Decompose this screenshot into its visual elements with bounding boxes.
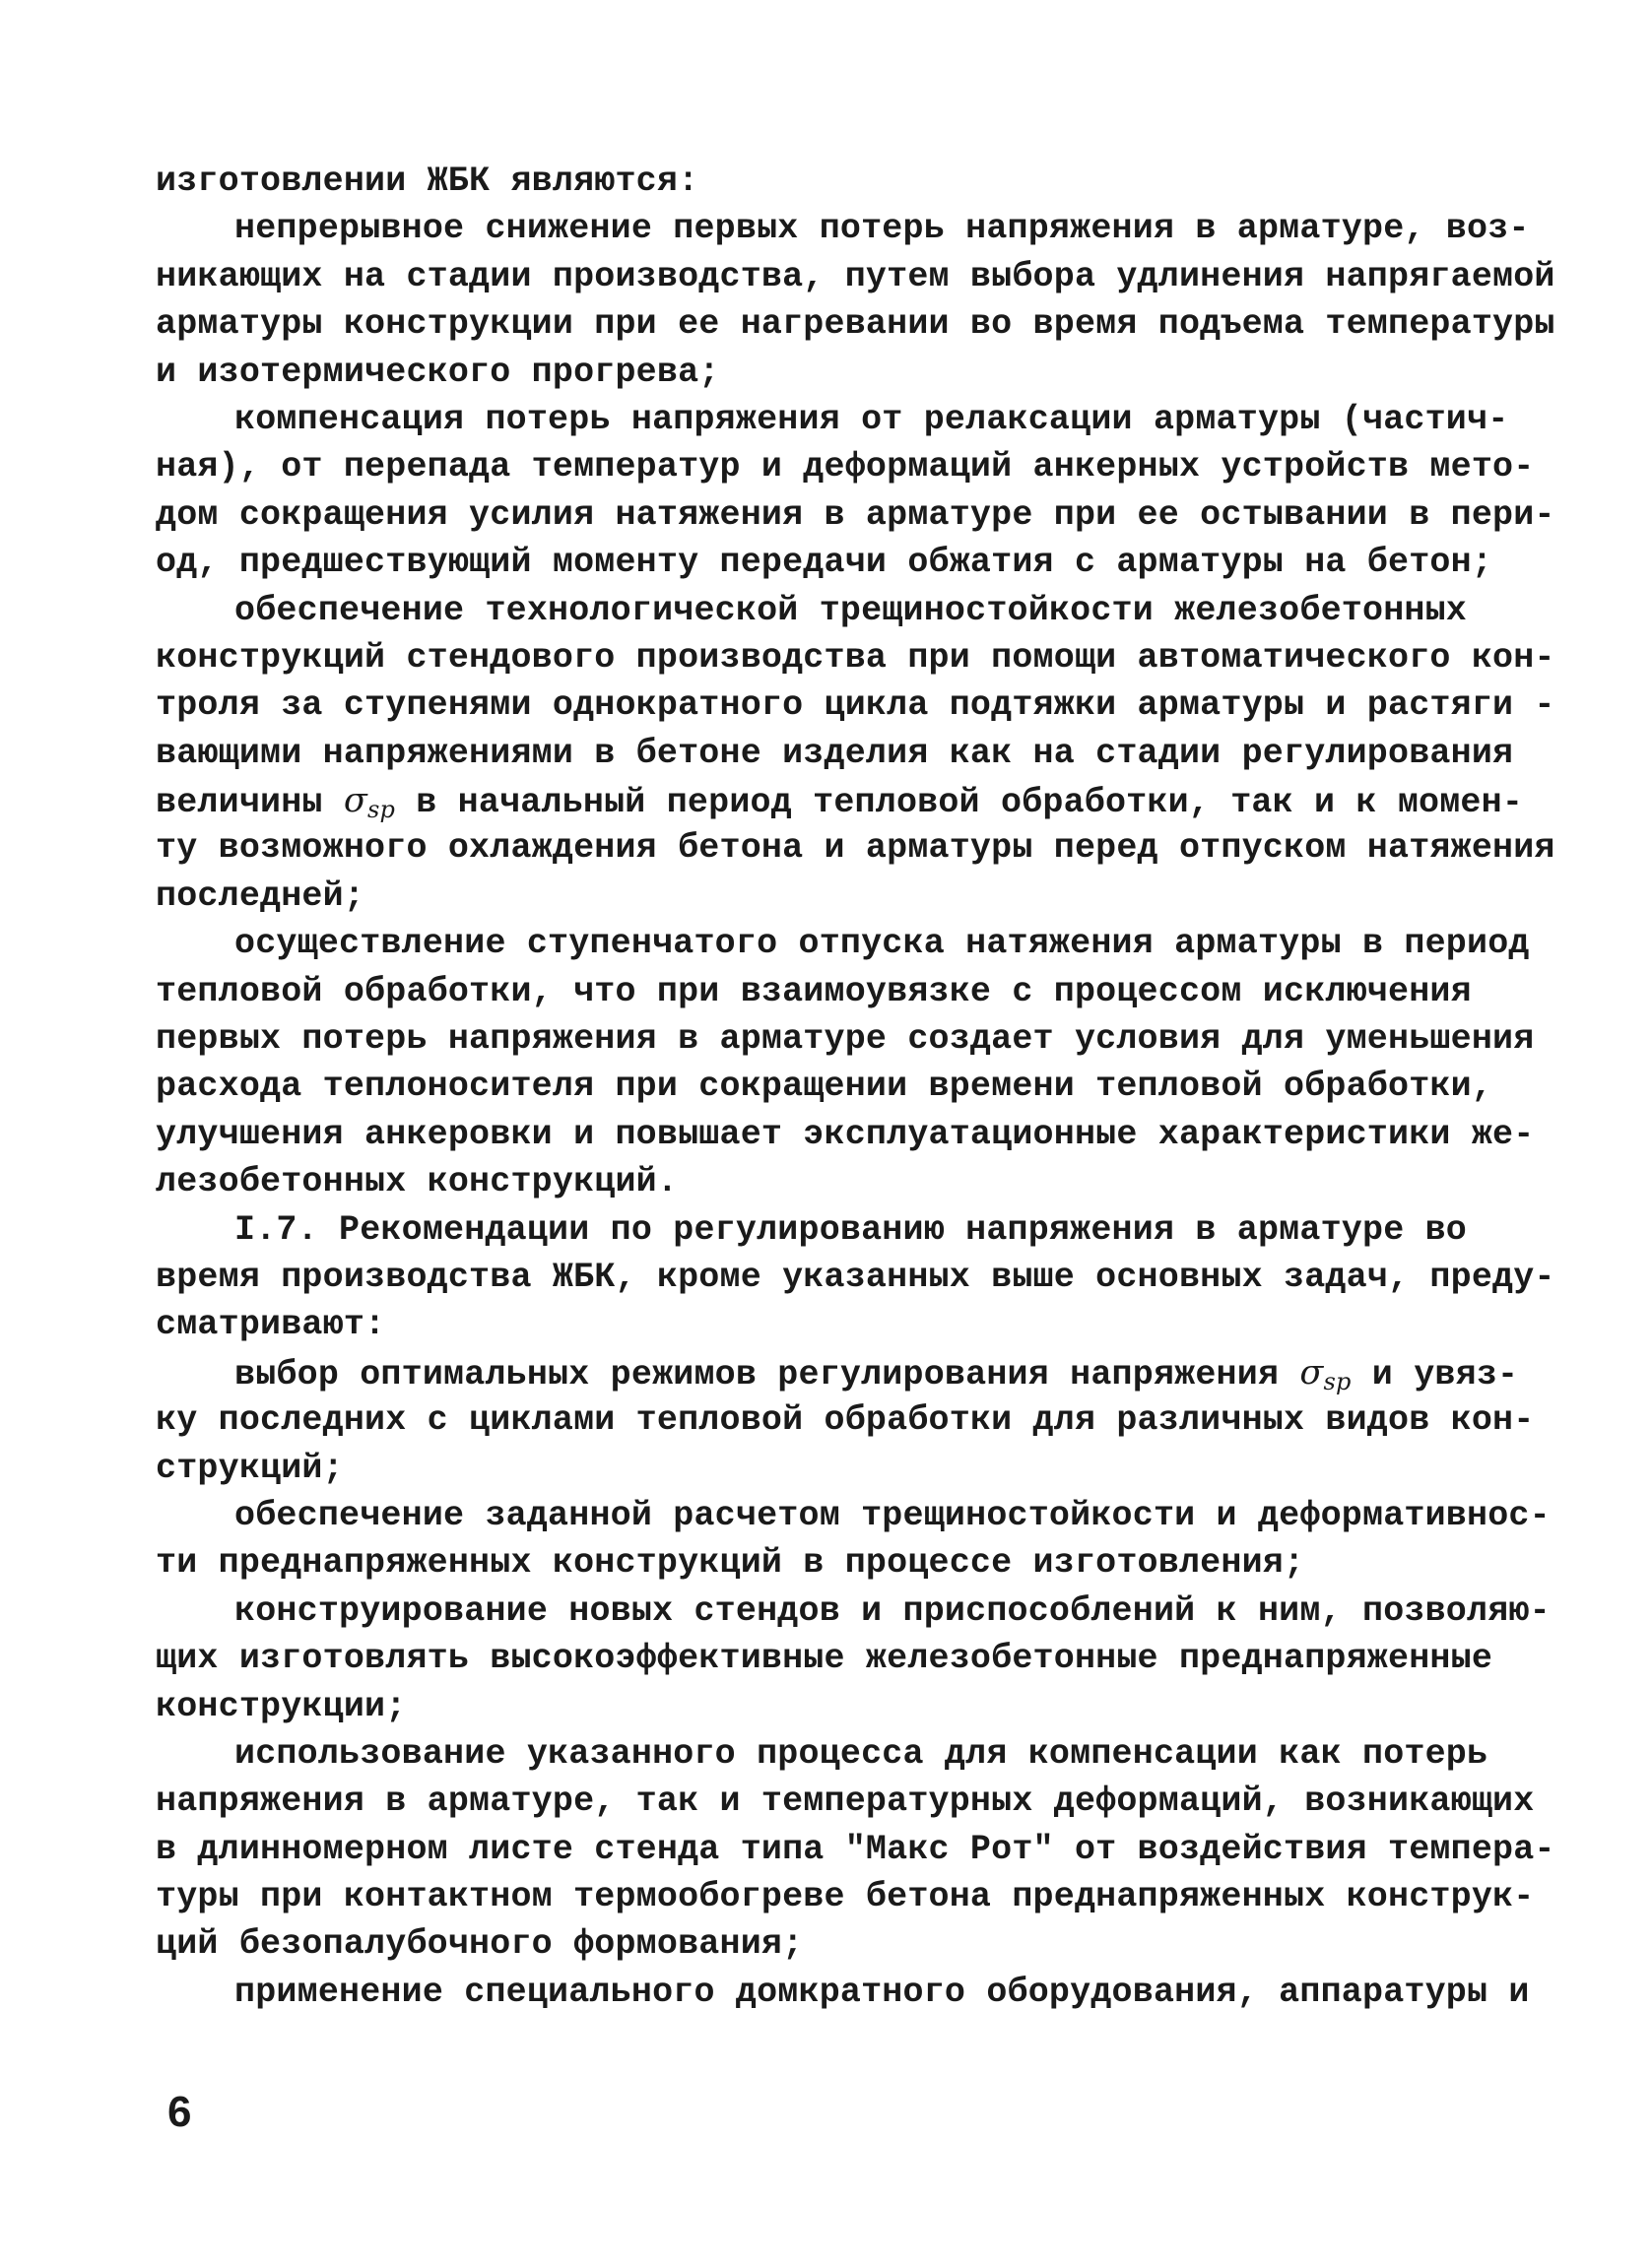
text-line: туры при контактном термообогреве бетона преднапряженных конструк- (156, 1877, 1535, 1917)
text-line: щих изготовлять высокоэффективные железобетонные преднапряженные (156, 1639, 1493, 1679)
text-line: троля за ступенями однократного цикла подтяжки арматуры и растяги - (156, 685, 1555, 726)
text-line: обеспечение технологической трещиностойкости железобетонных (234, 590, 1468, 630)
text-line: в длинномерном листе стенда типа "Макс Рот" от воздействия темпера- (156, 1829, 1555, 1869)
text-line: использование указанного процесса для компенсации как потерь (234, 1733, 1488, 1774)
text-line: время производства ЖБК, кроме указанных выше основных задач, преду- (156, 1257, 1555, 1297)
text-line: непрерывное снижение первых потерь напряжения в арматуре, воз- (234, 209, 1530, 249)
text-line: напряжения в арматуре, так и температурных деформаций, возникающих (156, 1782, 1535, 1822)
text-line: ций безопалубочного формования; (156, 1924, 804, 1965)
text-line-with-symbol (156, 1349, 1519, 1396)
sigma-sp-symbol: $\sigma_{sp}$ (343, 781, 396, 824)
text-line: компенсация потерь напряжения от релаксации арматуры (частич- (234, 399, 1509, 439)
text-line: струкций; (156, 1448, 344, 1488)
text-line: арматуры конструкции при ее нагревании во время подъема температуры (156, 304, 1555, 345)
text-line: расхода теплоносителя при сокращении времени тепловой обработки, (156, 1067, 1493, 1107)
text-line: первых потерь напряжения в арматуре создает условия для уменьшения (156, 1019, 1535, 1060)
text-line: од, предшествующий моменту передачи обжатия с арматуры на бетон; (156, 543, 1493, 583)
text-line: ту возможного охлаждения бетона и арматуры перед отпуском натяжения (156, 828, 1555, 869)
text-line: изготовлении ЖБК являются: (156, 162, 699, 201)
text-line: конструирование новых стендов и приспособлений к ним, позволяю- (234, 1590, 1551, 1631)
text-line: применение специального домкратного оборудования, аппаратуры и (234, 1972, 1530, 2012)
text-line: тепловой обработки, что при взаимоувязке с процессом исключения (156, 971, 1472, 1011)
text-fragment: выбор оптимальных режимов регулирования напряжения (234, 1354, 1280, 1394)
text-line: и изотермического прогрева; (156, 352, 720, 392)
text-line: ти преднапряженных конструкций в процессе изготовления; (156, 1543, 1305, 1584)
text-line: улучшения анкеровки и повышает эксплуатационные характеристики же- (156, 1114, 1535, 1154)
text-line: ная), от перепада температур и деформаций анкерных устройств мето- (156, 447, 1535, 487)
text-line-with-symbol (156, 777, 1524, 824)
text-line: осуществление ступенчатого отпуска натяжения арматуры в период (234, 924, 1530, 964)
text-line: сматривают: (156, 1305, 386, 1345)
section-heading-line: I.7. Рекомендации по регулированию напряжения в арматуре во (234, 1209, 1468, 1250)
document-page (156, 158, 1555, 2016)
text-fragment: в начальный период тепловой обработки, так и к момен- (416, 783, 1524, 823)
text-line: конструкций стендового производства при помощи автоматического кон- (156, 637, 1555, 678)
text-fragment: и увяз- (1371, 1354, 1519, 1394)
sigma-sp-symbol: $\sigma_{sp}$ (1299, 1352, 1352, 1395)
text-line: никающих на стадии производства, путем выбора удлинения напрягаемой (156, 256, 1555, 296)
text-line: конструкции; (156, 1686, 407, 1726)
text-line: лезобетонных конструкций. (156, 1162, 679, 1202)
text-line: вающими напряжениями в бетоне изделия как на стадии регулирования (156, 733, 1514, 773)
text-line: ку последних с циклами тепловой обработки для различных видов кон- (156, 1400, 1535, 1441)
page-number: 6 (167, 2088, 192, 2136)
text-line: дом сокращения усилия натяжения в арматуре при ее остывании в пери- (156, 494, 1555, 535)
text-line: последней; (156, 875, 365, 916)
text-fragment: величины (156, 783, 323, 823)
text-line: обеспечение заданной расчетом трещиностойкости и деформативнос- (234, 1495, 1551, 1535)
